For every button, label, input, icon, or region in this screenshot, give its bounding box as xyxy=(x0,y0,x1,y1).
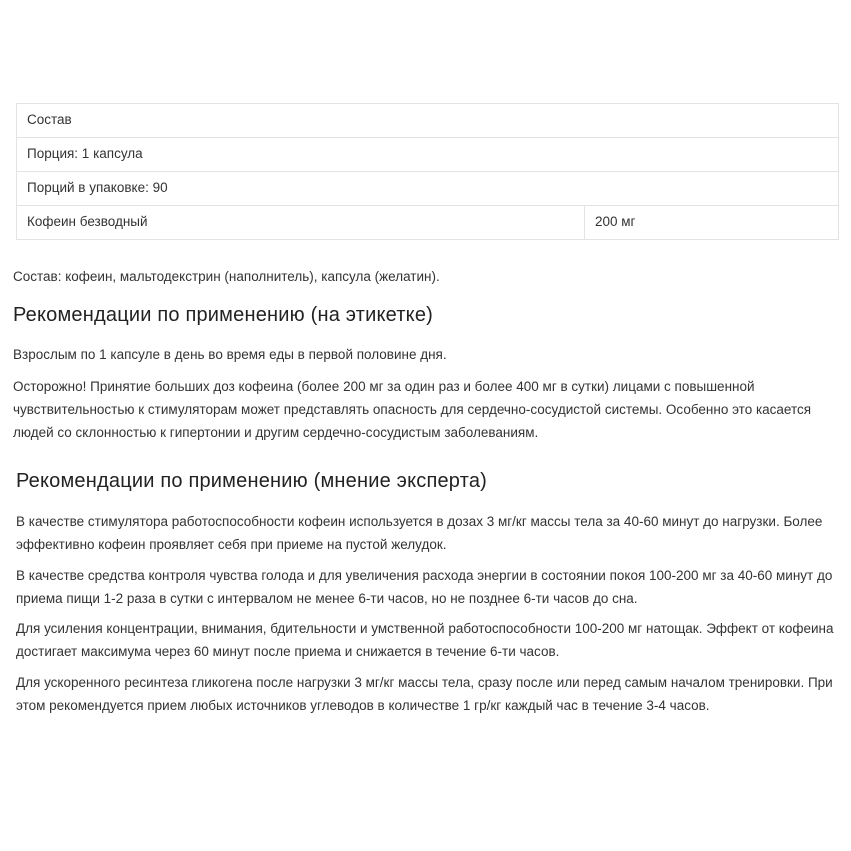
expert-paragraph: В качестве стимулятора работоспособности кофеин используется в дозах 3 мг/кг массы тела за 40-60 минут до нагрузки. Более эффективно кофеин проявляет себя при приеме на пустой желудок. xyxy=(16,514,823,552)
table-cell: Порция: 1 капсула xyxy=(17,138,839,172)
table-row xyxy=(17,172,839,206)
expert-paragraph: Для ускоренного ресинтеза гликогена после нагрузки 3 мг/кг массы тела, сразу после или перед самым началом тренировки. При этом рекомендуется прием любых источников углеводов в количестве 1 гр/кг каждый час в течение 3-4 часов. xyxy=(16,675,833,713)
label-paragraph: Взрослым по 1 капсуле в день во время еды в первой половине дня. xyxy=(13,347,447,362)
table-cell: Порций в упаковке: 90 xyxy=(17,172,839,206)
expert-paragraph: В качестве средства контроля чувства голода и для увеличения расхода энергии в состоянии покоя 100-200 мг за 40-60 минут до приема пищи 1-2 раза в сутки с интервалом не менее 6-ти часов, но не позднее 6-ти часов до сна. xyxy=(16,568,833,606)
warning-paragraph: Осторожно! Принятие больших доз кофеина (более 200 мг за один раз и более 400 мг в сутки) лицами с повышенной чувствительностью к стимуляторам может представлять опасность для сердечно-сосудистой системы. Особенно это касается людей со склонностью к гипертонии и другим сердечно-сосудистым заболеваниям. xyxy=(13,379,812,440)
composition-text: Состав: кофеин, мальтодекстрин (наполнитель), капсула (желатин). xyxy=(13,269,440,284)
expert-paragraph: Для усиления концентрации, внимания, бдительности и умственной работоспособности 100-200 мг натощак. Эффект от кофеина достигает максимума через 60 минут после приема и снижается в течение 6-ти часов. xyxy=(16,621,834,659)
table-cell-ingredient: Кофеин безводный xyxy=(17,206,585,240)
supplement-facts-table xyxy=(16,103,839,240)
table-row xyxy=(17,104,839,138)
table-row xyxy=(17,138,839,172)
table-cell-amount: 200 мг xyxy=(585,206,839,240)
expert-recommendations-heading: Рекомендации по применению (мнение эксперта) xyxy=(16,470,488,492)
table-cell: Состав xyxy=(17,104,839,138)
label-recommendations-heading: Рекомендации по применению (на этикетке) xyxy=(13,304,434,326)
table-row xyxy=(17,206,839,240)
